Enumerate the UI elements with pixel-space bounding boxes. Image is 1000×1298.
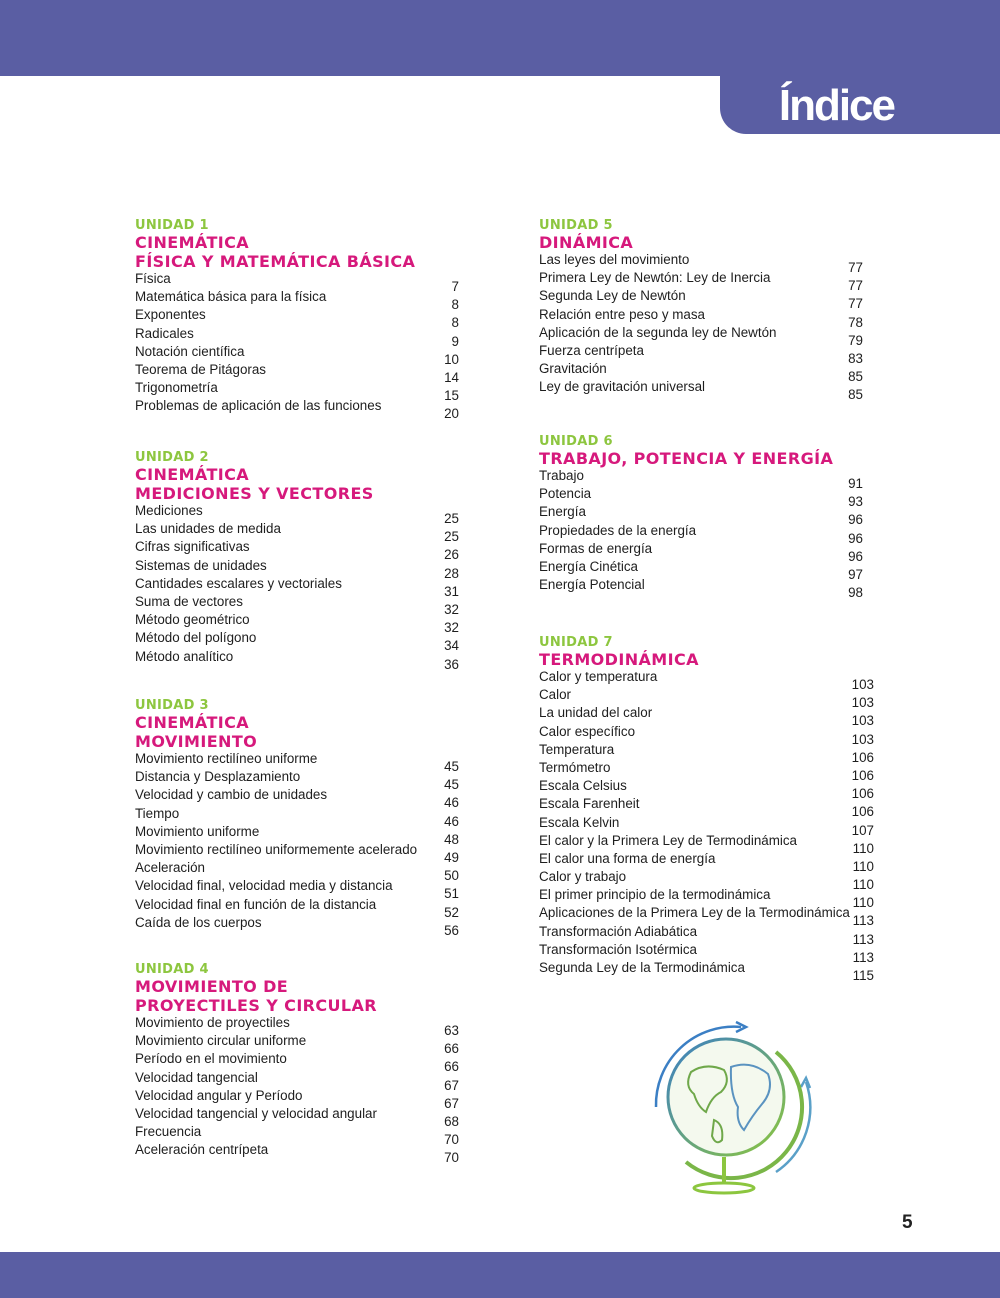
toc-entry xyxy=(539,270,879,294)
toc-entry-page: 32 xyxy=(444,601,459,617)
toc-entry-title: Tiempo xyxy=(135,805,180,821)
toc-entry-title: Segunda Ley de Newtón xyxy=(539,288,686,304)
toc-entry-title: El calor una forma de energía xyxy=(539,850,716,866)
toc-entry-page: 56 xyxy=(444,922,459,938)
toc-entry xyxy=(539,522,879,546)
toc-entry xyxy=(135,878,465,902)
toc-entry-title: Teorema de Pitágoras xyxy=(135,361,267,377)
unit-title: PROYECTILES Y CIRCULAR xyxy=(135,996,378,1015)
toc-entry-title: Trigonometría xyxy=(135,380,218,396)
toc-entry xyxy=(539,342,879,366)
toc-entry-page: 63 xyxy=(444,1023,459,1038)
toc-entry-page: 96 xyxy=(848,512,863,528)
toc-entry-title: Movimiento rectilíneo uniforme xyxy=(135,751,318,766)
unit-title: TERMODINÁMICA xyxy=(539,650,699,669)
top-band xyxy=(0,0,1000,76)
bottom-band xyxy=(0,1252,1000,1298)
toc-entry-list xyxy=(539,252,879,403)
toc-entry-page: 78 xyxy=(848,314,863,330)
toc-entry-page: 32 xyxy=(444,620,459,636)
unit-label: UNIDAD 1 xyxy=(135,218,209,233)
toc-entry xyxy=(539,741,879,765)
toc-entry-page: 96 xyxy=(848,530,863,546)
toc-entry xyxy=(539,723,879,747)
toc-entry xyxy=(135,575,465,599)
toc-entry-page: 25 xyxy=(444,529,459,545)
toc-entry xyxy=(135,1124,465,1148)
toc-entry xyxy=(539,306,879,330)
unit-title: CINEMÁTICA xyxy=(135,713,250,732)
toc-entry-title: Escala Farenheit xyxy=(539,796,640,812)
toc-entry-page: 103 xyxy=(851,695,874,711)
toc-entry xyxy=(135,630,465,654)
toc-entry-page: 103 xyxy=(851,713,874,729)
toc-entry-title: Aceleración xyxy=(135,860,205,876)
toc-entry xyxy=(539,832,879,856)
toc-entry-page: 48 xyxy=(444,831,459,847)
toc-entry xyxy=(135,503,465,526)
toc-entry-title: Fuerza centrípeta xyxy=(539,342,644,358)
toc-entry-title: La unidad del calor xyxy=(539,705,653,721)
toc-entry xyxy=(539,324,879,348)
toc-entry-page: 25 xyxy=(444,511,459,526)
unit-title: CINEMÁTICA xyxy=(135,465,250,484)
toc-entry-title: Velocidad final en función de la distancia xyxy=(135,896,377,912)
unit-5-section xyxy=(539,218,879,434)
toc-entry xyxy=(135,1051,465,1075)
toc-entry-title: Frecuencia xyxy=(135,1124,202,1140)
toc-column-right xyxy=(539,218,879,983)
toc-entry-title: Sistemas de unidades xyxy=(135,557,267,573)
toc-entry xyxy=(135,805,465,829)
toc-entry-title: Las leyes del movimiento xyxy=(539,252,690,267)
toc-entry-title: Calor y temperatura xyxy=(539,669,658,684)
toc-entry xyxy=(135,1142,465,1166)
toc-entry xyxy=(539,486,879,510)
toc-entry-page: 51 xyxy=(444,886,459,902)
toc-entry xyxy=(135,769,465,793)
toc-entry-title: Método del polígono xyxy=(135,630,257,646)
toc-entry-page: 106 xyxy=(851,786,874,802)
toc-entry-page: 70 xyxy=(444,1132,459,1148)
toc-entry-page: 20 xyxy=(444,406,459,422)
toc-entry-title: Velocidad final, velocidad media y distancia xyxy=(135,878,393,894)
toc-entry-title: Ley de gravitación universal xyxy=(539,379,705,395)
toc-column-left xyxy=(135,218,465,1166)
toc-entry-page: 77 xyxy=(848,296,863,312)
toc-entry-title: Calor xyxy=(539,687,571,703)
toc-entry-page: 15 xyxy=(444,388,459,404)
toc-entry xyxy=(539,669,879,692)
toc-entry-title: Movimiento uniforme xyxy=(135,823,260,839)
toc-entry-title: Método analítico xyxy=(135,648,234,664)
toc-entry-page: 103 xyxy=(851,731,874,747)
toc-entry-title: Velocidad y cambio de unidades xyxy=(135,787,328,803)
unit-1-section xyxy=(135,218,465,450)
toc-entry-title: El primer principio de la termodinámica xyxy=(539,887,771,903)
toc-entry-page: 110 xyxy=(852,877,874,893)
toc-entry xyxy=(539,379,879,403)
unit-label: UNIDAD 5 xyxy=(539,218,613,233)
toc-entry xyxy=(539,577,879,601)
toc-entry xyxy=(539,361,879,385)
toc-entry-title: Período en el movimiento xyxy=(135,1051,287,1067)
toc-entry-title: Segunda Ley de la Termodinámica xyxy=(539,960,745,975)
toc-entry-title: Velocidad angular y Período xyxy=(135,1087,303,1103)
toc-entry-page: 68 xyxy=(444,1113,459,1129)
unit-label: UNIDAD 3 xyxy=(135,698,209,713)
toc-entry xyxy=(539,778,879,802)
toc-entry-page: 46 xyxy=(444,813,459,829)
toc-entry-page: 8 xyxy=(451,297,459,313)
toc-entry-title: Exponentes xyxy=(135,307,206,323)
toc-entry xyxy=(135,1015,465,1038)
toc-entry xyxy=(539,960,879,983)
toc-entry-page: 67 xyxy=(444,1077,459,1093)
toc-entry-page: 9 xyxy=(451,333,459,349)
toc-entry-page: 67 xyxy=(444,1095,459,1111)
unit-label: UNIDAD 7 xyxy=(539,635,613,650)
toc-entry-title: Movimiento rectilíneo uniformemente acelerado xyxy=(135,841,418,857)
toc-entry-title: Las unidades de medida xyxy=(135,521,281,537)
toc-entry-title: Aceleración centrípeta xyxy=(135,1142,269,1158)
toc-entry-title: Movimiento circular uniforme xyxy=(135,1033,307,1049)
toc-entry-title: Notación científica xyxy=(135,343,245,359)
toc-entry-title: Calor específico xyxy=(539,723,636,739)
toc-entry xyxy=(135,380,465,404)
toc-entry-title: Cifras significativas xyxy=(135,539,250,555)
toc-entry xyxy=(135,860,465,884)
toc-entry-page: 45 xyxy=(444,759,459,774)
toc-entry-title: Propiedades de la energía xyxy=(539,522,697,538)
toc-entry xyxy=(539,687,879,711)
toc-entry-page: 110 xyxy=(852,840,874,856)
toc-entry-title: Energía xyxy=(539,504,586,520)
toc-entry-page: 79 xyxy=(848,332,863,348)
toc-entry-title: Matemática básica para la física xyxy=(135,289,327,305)
toc-entry-page: 98 xyxy=(848,585,863,601)
toc-entry-page: 31 xyxy=(444,583,459,599)
unit-title: MEDICIONES Y VECTORES xyxy=(135,484,374,503)
toc-entry-title: Energía Cinética xyxy=(539,558,638,574)
unit-label: UNIDAD 4 xyxy=(135,962,209,977)
toc-entry-title: Transformación Isotérmica xyxy=(539,941,698,957)
toc-entry-page: 49 xyxy=(444,849,459,865)
toc-entry-title: Aplicación de la segunda ley de Newtón xyxy=(539,324,777,340)
toc-entry-page: 85 xyxy=(848,369,863,385)
toc-entry-title: Energía Potencial xyxy=(539,577,645,593)
toc-entry xyxy=(135,539,465,563)
unit-title: MOVIMIENTO xyxy=(135,732,258,751)
toc-entry-title: Termómetro xyxy=(539,759,611,775)
toc-entry xyxy=(539,941,879,965)
toc-entry-page: 96 xyxy=(848,548,863,564)
toc-entry xyxy=(135,612,465,636)
toc-entry-page: 106 xyxy=(851,767,874,783)
page-number: 5 xyxy=(902,1212,913,1233)
toc-entry xyxy=(539,887,879,911)
toc-entry xyxy=(135,593,465,617)
toc-entry-page: 107 xyxy=(851,822,874,838)
toc-entry-page: 46 xyxy=(444,795,459,811)
toc-entry xyxy=(135,1087,465,1111)
toc-entry xyxy=(135,1069,465,1093)
toc-entry-title: Velocidad tangencial xyxy=(135,1069,258,1085)
toc-entry xyxy=(135,343,465,367)
toc-entry-title: Escala Kelvin xyxy=(539,814,620,830)
toc-entry-page: 103 xyxy=(851,677,874,692)
toc-entry-page: 14 xyxy=(444,369,459,385)
toc-entry-title: Cantidades escalares y vectoriales xyxy=(135,575,342,591)
globe-icon xyxy=(636,1012,826,1202)
toc-entry-title: Calor y trabajo xyxy=(539,869,627,885)
toc-entry xyxy=(135,823,465,847)
toc-entry xyxy=(135,398,465,422)
toc-entry-page: 28 xyxy=(444,565,459,581)
toc-entry xyxy=(539,869,879,893)
unit-title: CINEMÁTICA xyxy=(135,233,250,252)
toc-entry-list xyxy=(135,271,465,422)
toc-entry-page: 26 xyxy=(444,547,459,563)
toc-entry-page: 10 xyxy=(444,351,459,367)
toc-entry-page: 8 xyxy=(451,315,459,331)
toc-entry xyxy=(539,705,879,729)
toc-entry-page: 113 xyxy=(852,931,874,947)
toc-entry-page: 113 xyxy=(852,913,874,929)
toc-entry xyxy=(135,841,465,865)
toc-entry xyxy=(539,923,879,947)
toc-entry xyxy=(539,540,879,564)
toc-entry-page: 110 xyxy=(852,858,874,874)
toc-entry xyxy=(135,271,465,294)
toc-entry-page: 66 xyxy=(444,1041,459,1057)
toc-entry-page: 45 xyxy=(444,777,459,793)
toc-entry-title: Aplicaciones de la Primera Ley de la Termodinámica xyxy=(539,905,850,921)
toc-entry-page: 83 xyxy=(848,350,863,366)
toc-entry-page: 77 xyxy=(848,260,863,275)
toc-entry-page: 106 xyxy=(851,804,874,820)
toc-entry xyxy=(539,850,879,874)
toc-entry-title: Mediciones xyxy=(135,503,203,518)
toc-entry xyxy=(539,468,879,491)
toc-entry-page: 97 xyxy=(848,566,863,582)
toc-entry xyxy=(539,504,879,528)
toc-entry-page: 85 xyxy=(848,387,863,403)
toc-entry-title: Potencia xyxy=(539,486,592,502)
unit-label: UNIDAD 6 xyxy=(539,434,613,449)
toc-entry-page: 93 xyxy=(848,494,863,510)
toc-entry xyxy=(539,252,879,275)
toc-entry-title: Método geométrico xyxy=(135,612,250,628)
toc-entry-list xyxy=(539,468,879,601)
toc-entry-title: Distancia y Desplazamiento xyxy=(135,769,301,785)
toc-entry-title: Movimiento de proyectiles xyxy=(135,1015,290,1030)
toc-entry xyxy=(135,896,465,920)
unit-3-section xyxy=(135,698,465,962)
toc-entry-title: Gravitación xyxy=(539,361,607,377)
unit-label: UNIDAD 2 xyxy=(135,450,209,465)
toc-entry xyxy=(539,905,879,929)
toc-entry xyxy=(135,648,465,672)
unit-title: DINÁMICA xyxy=(539,233,634,252)
toc-entry xyxy=(135,751,465,774)
toc-entry xyxy=(135,1033,465,1057)
unit-title: FÍSICA Y MATEMÁTICA BÁSICA xyxy=(135,252,416,271)
toc-entry xyxy=(135,361,465,385)
toc-entry xyxy=(135,289,465,313)
toc-entry-page: 52 xyxy=(444,904,459,920)
toc-entry xyxy=(135,521,465,545)
toc-entry xyxy=(135,325,465,349)
toc-entry-page: 110 xyxy=(852,895,874,911)
toc-entry xyxy=(539,288,879,312)
toc-entry-list xyxy=(135,1015,465,1166)
toc-entry xyxy=(539,796,879,820)
toc-entry-title: Física xyxy=(135,271,171,286)
toc-entry-title: Primera Ley de Newtón: Ley de Inercia xyxy=(539,270,771,286)
toc-entry-page: 77 xyxy=(848,278,863,294)
toc-entry-page: 50 xyxy=(444,868,459,884)
toc-entry xyxy=(539,814,879,838)
unit-title: TRABAJO, POTENCIA Y ENERGÍA xyxy=(539,449,834,468)
toc-entry xyxy=(135,307,465,331)
unit-6-section xyxy=(539,434,879,635)
toc-entry xyxy=(539,759,879,783)
toc-entry-title: Transformación Adiabática xyxy=(539,923,698,939)
toc-entry xyxy=(135,914,465,938)
toc-entry-list xyxy=(135,751,465,938)
toc-entry-title: Suma de vectores xyxy=(135,593,243,609)
toc-entry-title: Relación entre peso y masa xyxy=(539,306,705,322)
toc-entry xyxy=(539,558,879,582)
unit-4-section xyxy=(135,962,465,1166)
toc-entry-title: El calor y la Primera Ley de Termodinámica xyxy=(539,832,797,848)
toc-entry-page: 70 xyxy=(444,1150,459,1166)
toc-entry-list xyxy=(135,503,465,672)
toc-entry-title: Formas de energía xyxy=(539,540,653,556)
toc-entry-title: Caída de los cuerpos xyxy=(135,914,262,930)
toc-entry-page: 106 xyxy=(851,749,874,765)
toc-entry-title: Temperatura xyxy=(539,741,615,757)
toc-entry-page: 36 xyxy=(444,656,459,672)
toc-entry-title: Radicales xyxy=(135,325,194,341)
toc-entry-title: Trabajo xyxy=(539,468,584,483)
unit-2-section xyxy=(135,450,465,698)
toc-entry-page: 66 xyxy=(444,1059,459,1075)
toc-entry-title: Velocidad tangencial y velocidad angular xyxy=(135,1105,377,1121)
toc-entry-page: 91 xyxy=(848,476,863,491)
unit-7-section xyxy=(539,635,879,983)
toc-entry xyxy=(135,787,465,811)
page-title: Índice xyxy=(778,81,894,130)
toc-entry-page: 7 xyxy=(451,279,459,294)
toc-entry-title: Escala Celsius xyxy=(539,778,627,794)
toc-entry xyxy=(135,1105,465,1129)
toc-entry xyxy=(135,557,465,581)
toc-entry-page: 34 xyxy=(444,638,459,654)
toc-entry-title: Problemas de aplicación de las funciones xyxy=(135,398,382,414)
toc-entry-page: 113 xyxy=(852,949,874,965)
unit-title: MOVIMIENTO DE xyxy=(135,977,289,996)
toc-entry-list xyxy=(539,669,879,983)
toc-entry-page: 115 xyxy=(852,968,874,983)
